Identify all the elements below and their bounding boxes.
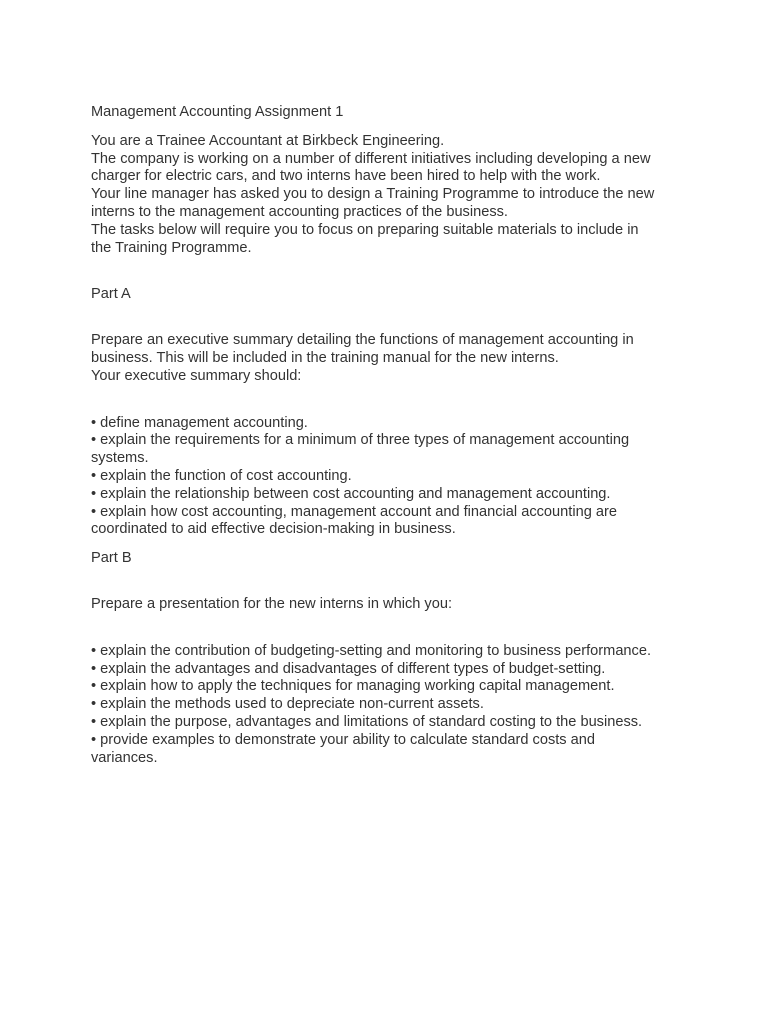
part-b-bullet-line: variances. bbox=[91, 749, 158, 766]
document-title: Management Accounting Assignment 1 bbox=[91, 104, 344, 120]
part-a-heading: Part A bbox=[91, 286, 131, 303]
document-content bbox=[91, 104, 691, 767]
intro-line: interns to the management accounting practices of the business. bbox=[91, 203, 508, 220]
part-a-bullet-line: • explain the relationship between cost accounting and management accounting. bbox=[91, 485, 611, 502]
part-a-bullet-line: systems. bbox=[91, 450, 149, 467]
intro-line: Your line manager has asked you to design a Training Programme to introduce the new bbox=[91, 186, 655, 203]
part-a-bullet-line: • explain the requirements for a minimum of three types of management accounting bbox=[91, 432, 630, 449]
part-a-intro-line: Prepare an executive summary detailing the functions of management accounting in bbox=[91, 332, 634, 349]
part-a-intro-line: Your executive summary should: bbox=[91, 367, 302, 384]
part-a-bullet-list bbox=[91, 415, 691, 540]
intro-line: You are a Trainee Accountant at Birkbeck Engineering. bbox=[91, 132, 445, 149]
part-b-bullet-line: • provide examples to demonstrate your ability to calculate standard costs and bbox=[91, 731, 595, 748]
part-b-bullet-line: • explain how to apply the techniques for managing working capital management. bbox=[91, 678, 615, 695]
intro-line: charger for electric cars, and two interns have been hired to help with the work. bbox=[91, 168, 601, 185]
part-a-bullet-line: • explain how cost accounting, management account and financial accounting are bbox=[91, 503, 617, 520]
part-b-heading: Part B bbox=[91, 550, 132, 567]
part-b-bullet-line: • explain the advantages and disadvantages of different types of budget-setting. bbox=[91, 660, 606, 677]
intro-line: The company is working on a number of different initiatives including developing a new bbox=[91, 150, 651, 167]
part-b-bullet-line: • explain the methods used to depreciate non-current assets. bbox=[91, 696, 484, 713]
part-b-bullet-line: • explain the contribution of budgeting-setting and monitoring to business performance. bbox=[91, 642, 652, 659]
part-a-intro-line: business. This will be included in the training manual for the new interns. bbox=[91, 349, 559, 366]
part-b-bullet-list bbox=[91, 643, 691, 768]
intro-line: the Training Programme. bbox=[91, 239, 252, 256]
part-b-bullet-line: • explain the purpose, advantages and limitations of standard costing to the business. bbox=[91, 713, 643, 730]
intro-line: The tasks below will require you to focus on preparing suitable materials to include in bbox=[91, 221, 639, 238]
part-a-intro bbox=[91, 332, 691, 385]
part-a-bullet-line: coordinated to aid effective decision-making in business. bbox=[91, 521, 456, 538]
part-a-bullet-line: • explain the function of cost accounting. bbox=[91, 467, 352, 484]
part-b-intro bbox=[91, 596, 691, 614]
intro-paragraph bbox=[91, 133, 691, 258]
part-b-intro-line: Prepare a presentation for the new interns in which you: bbox=[91, 595, 452, 612]
part-a-bullet-line: • define management accounting. bbox=[91, 414, 308, 431]
